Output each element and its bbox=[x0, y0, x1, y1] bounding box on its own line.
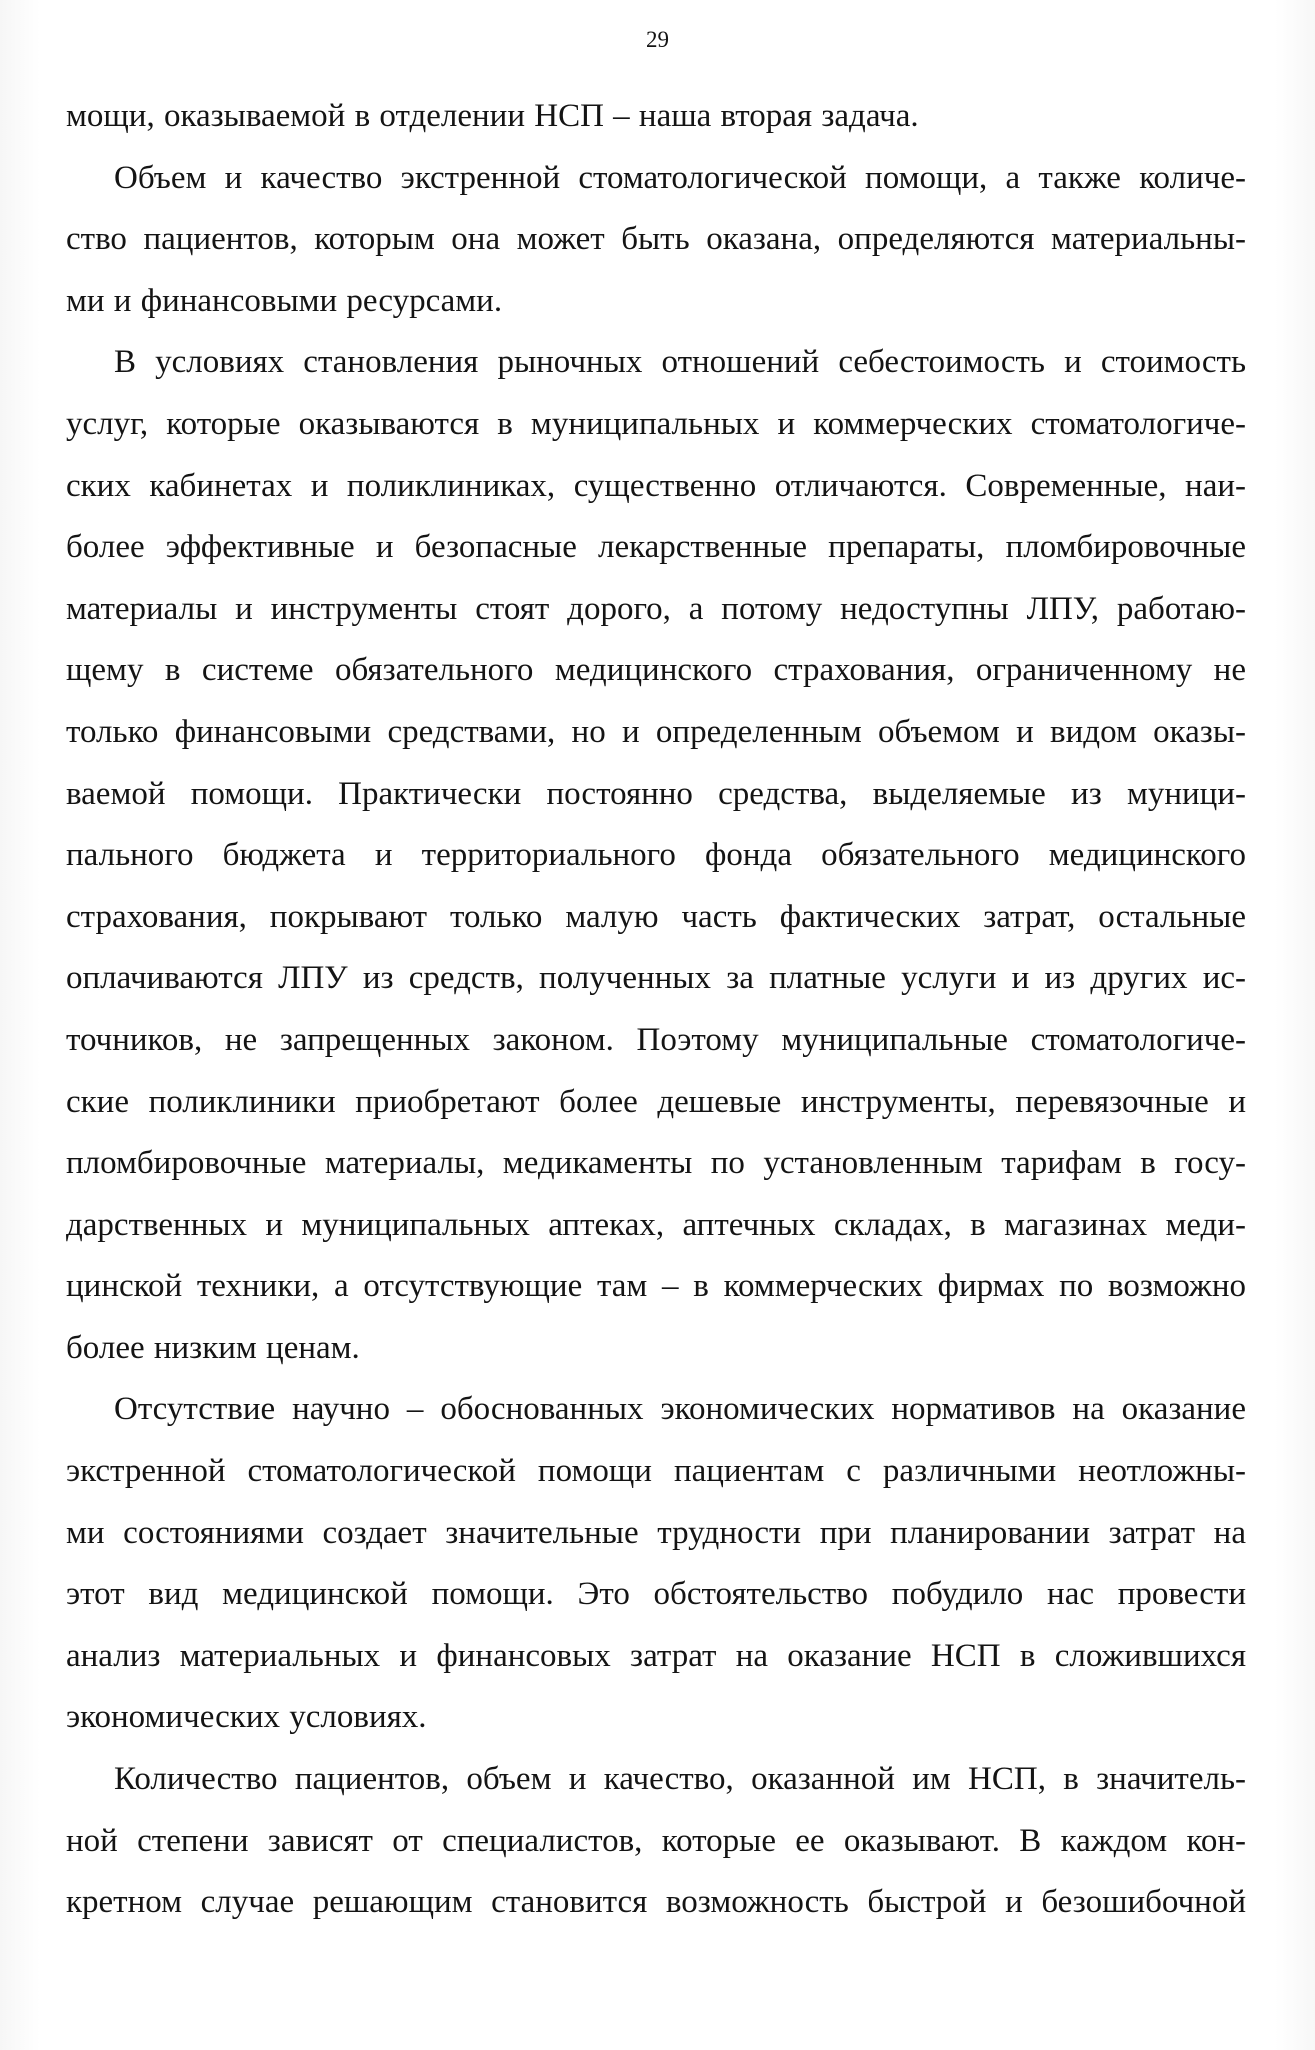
paragraph bbox=[66, 332, 1246, 1379]
text-line: Отсутствие научно – обоснованных экономических нормативов на оказание bbox=[114, 1391, 1246, 1428]
text-line: ной степени зависят от специалистов, которые ее оказывают. В каждом кон- bbox=[66, 1822, 1246, 1859]
text-line: В условиях становления рыночных отношений себестоимость и стоимость bbox=[114, 344, 1246, 381]
text-line: Количество пациентов, объем и качество, оказанной им НСП, в значитель- bbox=[114, 1761, 1246, 1798]
text-line: пального бюджета и территориального фонда обязательного медицинского bbox=[66, 837, 1246, 874]
paragraph bbox=[66, 148, 1246, 333]
text-line: мощи, оказываемой в отделении НСП – наша вторая задача. bbox=[66, 98, 919, 134]
text-line: оплачиваются ЛПУ из средств, полученных за платные услуги и из других ис- bbox=[66, 960, 1246, 997]
text-body bbox=[66, 86, 1246, 1934]
page-number: 29 bbox=[646, 27, 669, 52]
paragraph-continuation bbox=[66, 86, 1246, 148]
text-line: цинской техники, а отсутствующие там – в коммерческих фирмах по возможно bbox=[66, 1268, 1246, 1305]
text-line: ских кабинетах и поликлиниках, существенно отличаются. Современные, наи- bbox=[66, 467, 1246, 504]
paragraph bbox=[66, 1749, 1246, 1934]
text-line: страхования, покрывают только малую часть фактических затрат, остальные bbox=[66, 898, 1246, 935]
text-line: щему в системе обязательного медицинского страхования, ограниченному не bbox=[66, 652, 1246, 689]
text-line: пломбировочные материалы, медикаменты по установленным тарифам в госу- bbox=[66, 1145, 1246, 1182]
text-line: ваемой помощи. Практически постоянно средства, выделяемые из муници- bbox=[66, 775, 1246, 812]
text-line: только финансовыми средствами, но и определенным объемом и видом оказы- bbox=[66, 713, 1246, 750]
text-line: Объем и качество экстренной стоматологической помощи, а также количе- bbox=[114, 159, 1246, 196]
text-line: материалы и инструменты стоят дорого, а потому недоступны ЛПУ, работаю- bbox=[66, 590, 1246, 627]
text-line: ские поликлиники приобретают более дешевые инструменты, перевязочные и bbox=[66, 1083, 1246, 1120]
text-line: ство пациентов, которым она может быть оказана, определяются материальны- bbox=[66, 221, 1246, 258]
text-line: экстренной стоматологической помощи пациентам с различными неотложны- bbox=[66, 1453, 1246, 1490]
text-line: ми и финансовыми ресурсами. bbox=[66, 282, 503, 319]
text-line: экономических условиях. bbox=[66, 1699, 427, 1736]
text-line: этот вид медицинской помощи. Это обстоятельство побудило нас провести bbox=[66, 1576, 1246, 1613]
text-line: анализ материальных и финансовых затрат на оказание НСП в сложившихся bbox=[66, 1637, 1246, 1674]
text-line: дарственных и муниципальных аптеках, аптечных складах, в магазинах меди- bbox=[66, 1206, 1246, 1243]
text-line: более низким ценам. bbox=[66, 1329, 360, 1366]
text-line: услуг, которые оказываются в муниципальных и коммерческих стоматологиче- bbox=[66, 405, 1246, 442]
paragraph bbox=[66, 1379, 1246, 1749]
text-line: кретном случае решающим становится возможность быстрой и безошибочной bbox=[66, 1884, 1246, 1921]
text-line: более эффективные и безопасные лекарственные препараты, пломбировочные bbox=[66, 529, 1246, 566]
text-line: точников, не запрещенных законом. Поэтому муниципальные стоматологиче- bbox=[66, 1021, 1246, 1058]
text-line: ми состояниями создает значительные трудности при планировании затрат на bbox=[66, 1514, 1246, 1551]
